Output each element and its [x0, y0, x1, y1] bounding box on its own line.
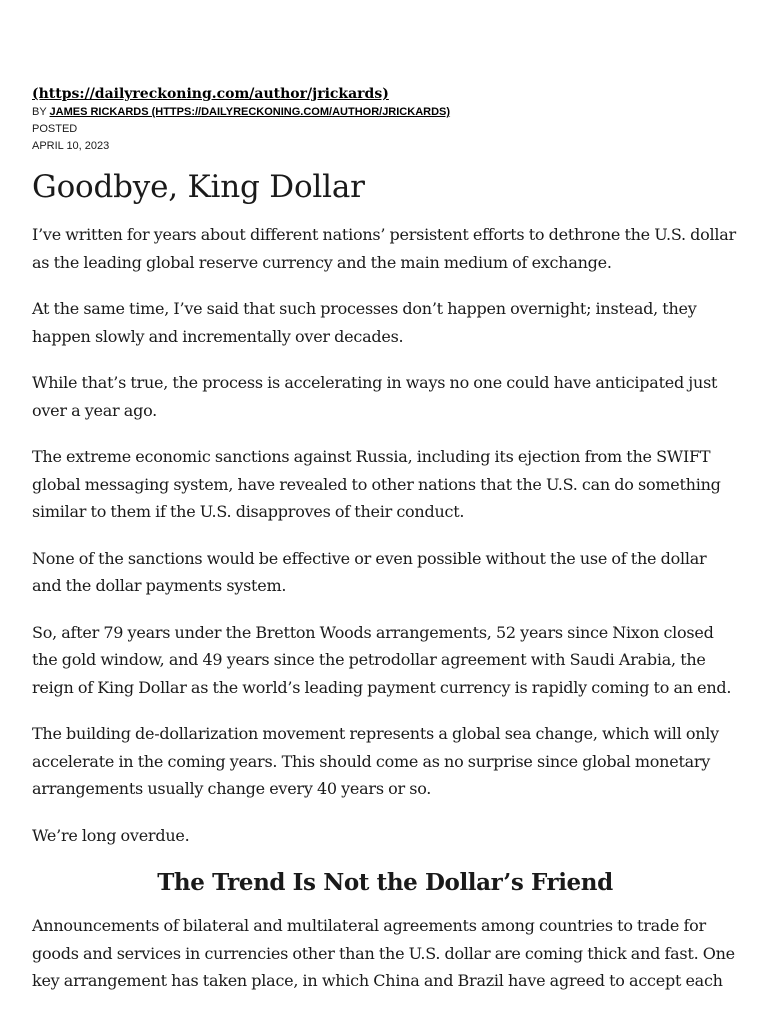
article-title: Goodbye, King Dollar [32, 169, 365, 205]
section-heading: The Trend Is Not the Dollar’s Friend [157, 869, 613, 896]
author-url-link[interactable]: (https://dailyreckoning.com/author/jrickards) [32, 86, 389, 102]
article-paragraph: So, after 79 years under the Bretton Woods arrangements, 52 years since Nixon closed the gold window, and 49 years since the petrodollar agreement with Saudi Arabia, the reign of King Dollar as the world’s leading payment currency is rapidly coming to an end. [32, 622, 732, 697]
article-paragraph: The extreme economic sanctions against Russia, including its ejection from the SWIFT global messaging system, have revealed to other nations that the U.S. can do something similar to them if the U.S. disapproves of their conduct. [32, 447, 721, 521]
posted-label: POSTED [32, 123, 78, 135]
article-paragraph: While that’s true, the process is accelerating in ways no one could have anticipated just over a year ago. [32, 373, 718, 420]
article-paragraph: We’re long overdue. [32, 825, 190, 845]
article-paragraph: The building de-dollarization movement represents a global sea change, which will only accelerate in the coming years. This should come as no surprise since global monetary arrangements usually change every 40 years or so. [32, 724, 719, 798]
author-url-line [32, 84, 738, 104]
article-paragraph: Announcements of bilateral and multilateral agreements among countries to trade for goods and services in currencies other than the U.S. dollar are coming thick and fast. One key arrangement has taken place, in which China and Brazil have agreed to accept each [32, 916, 735, 990]
by-label: BY [32, 106, 50, 118]
article-paragraph: None of the sanctions would be effective or even possible without the use of the dollar and the dollar payments system. [32, 548, 707, 595]
article-paragraph: At the same time, I’ve said that such processes don’t happen overnight; instead, they happen slowly and incrementally over decades. [32, 299, 697, 346]
author-name-link[interactable]: JAMES RICKARDS (HTTPS://DAILYRECKONING.COM/AUTHOR/JRICKARDS) [49, 106, 451, 118]
article-container [32, 84, 738, 1014]
post-date: APRIL 10, 2023 [32, 140, 110, 152]
byline [32, 104, 738, 121]
article-paragraph: I’ve written for years about different nations’ persistent efforts to dethrone the U.S. dollar as the leading global reserve currency and the main medium of exchange. [32, 225, 736, 272]
